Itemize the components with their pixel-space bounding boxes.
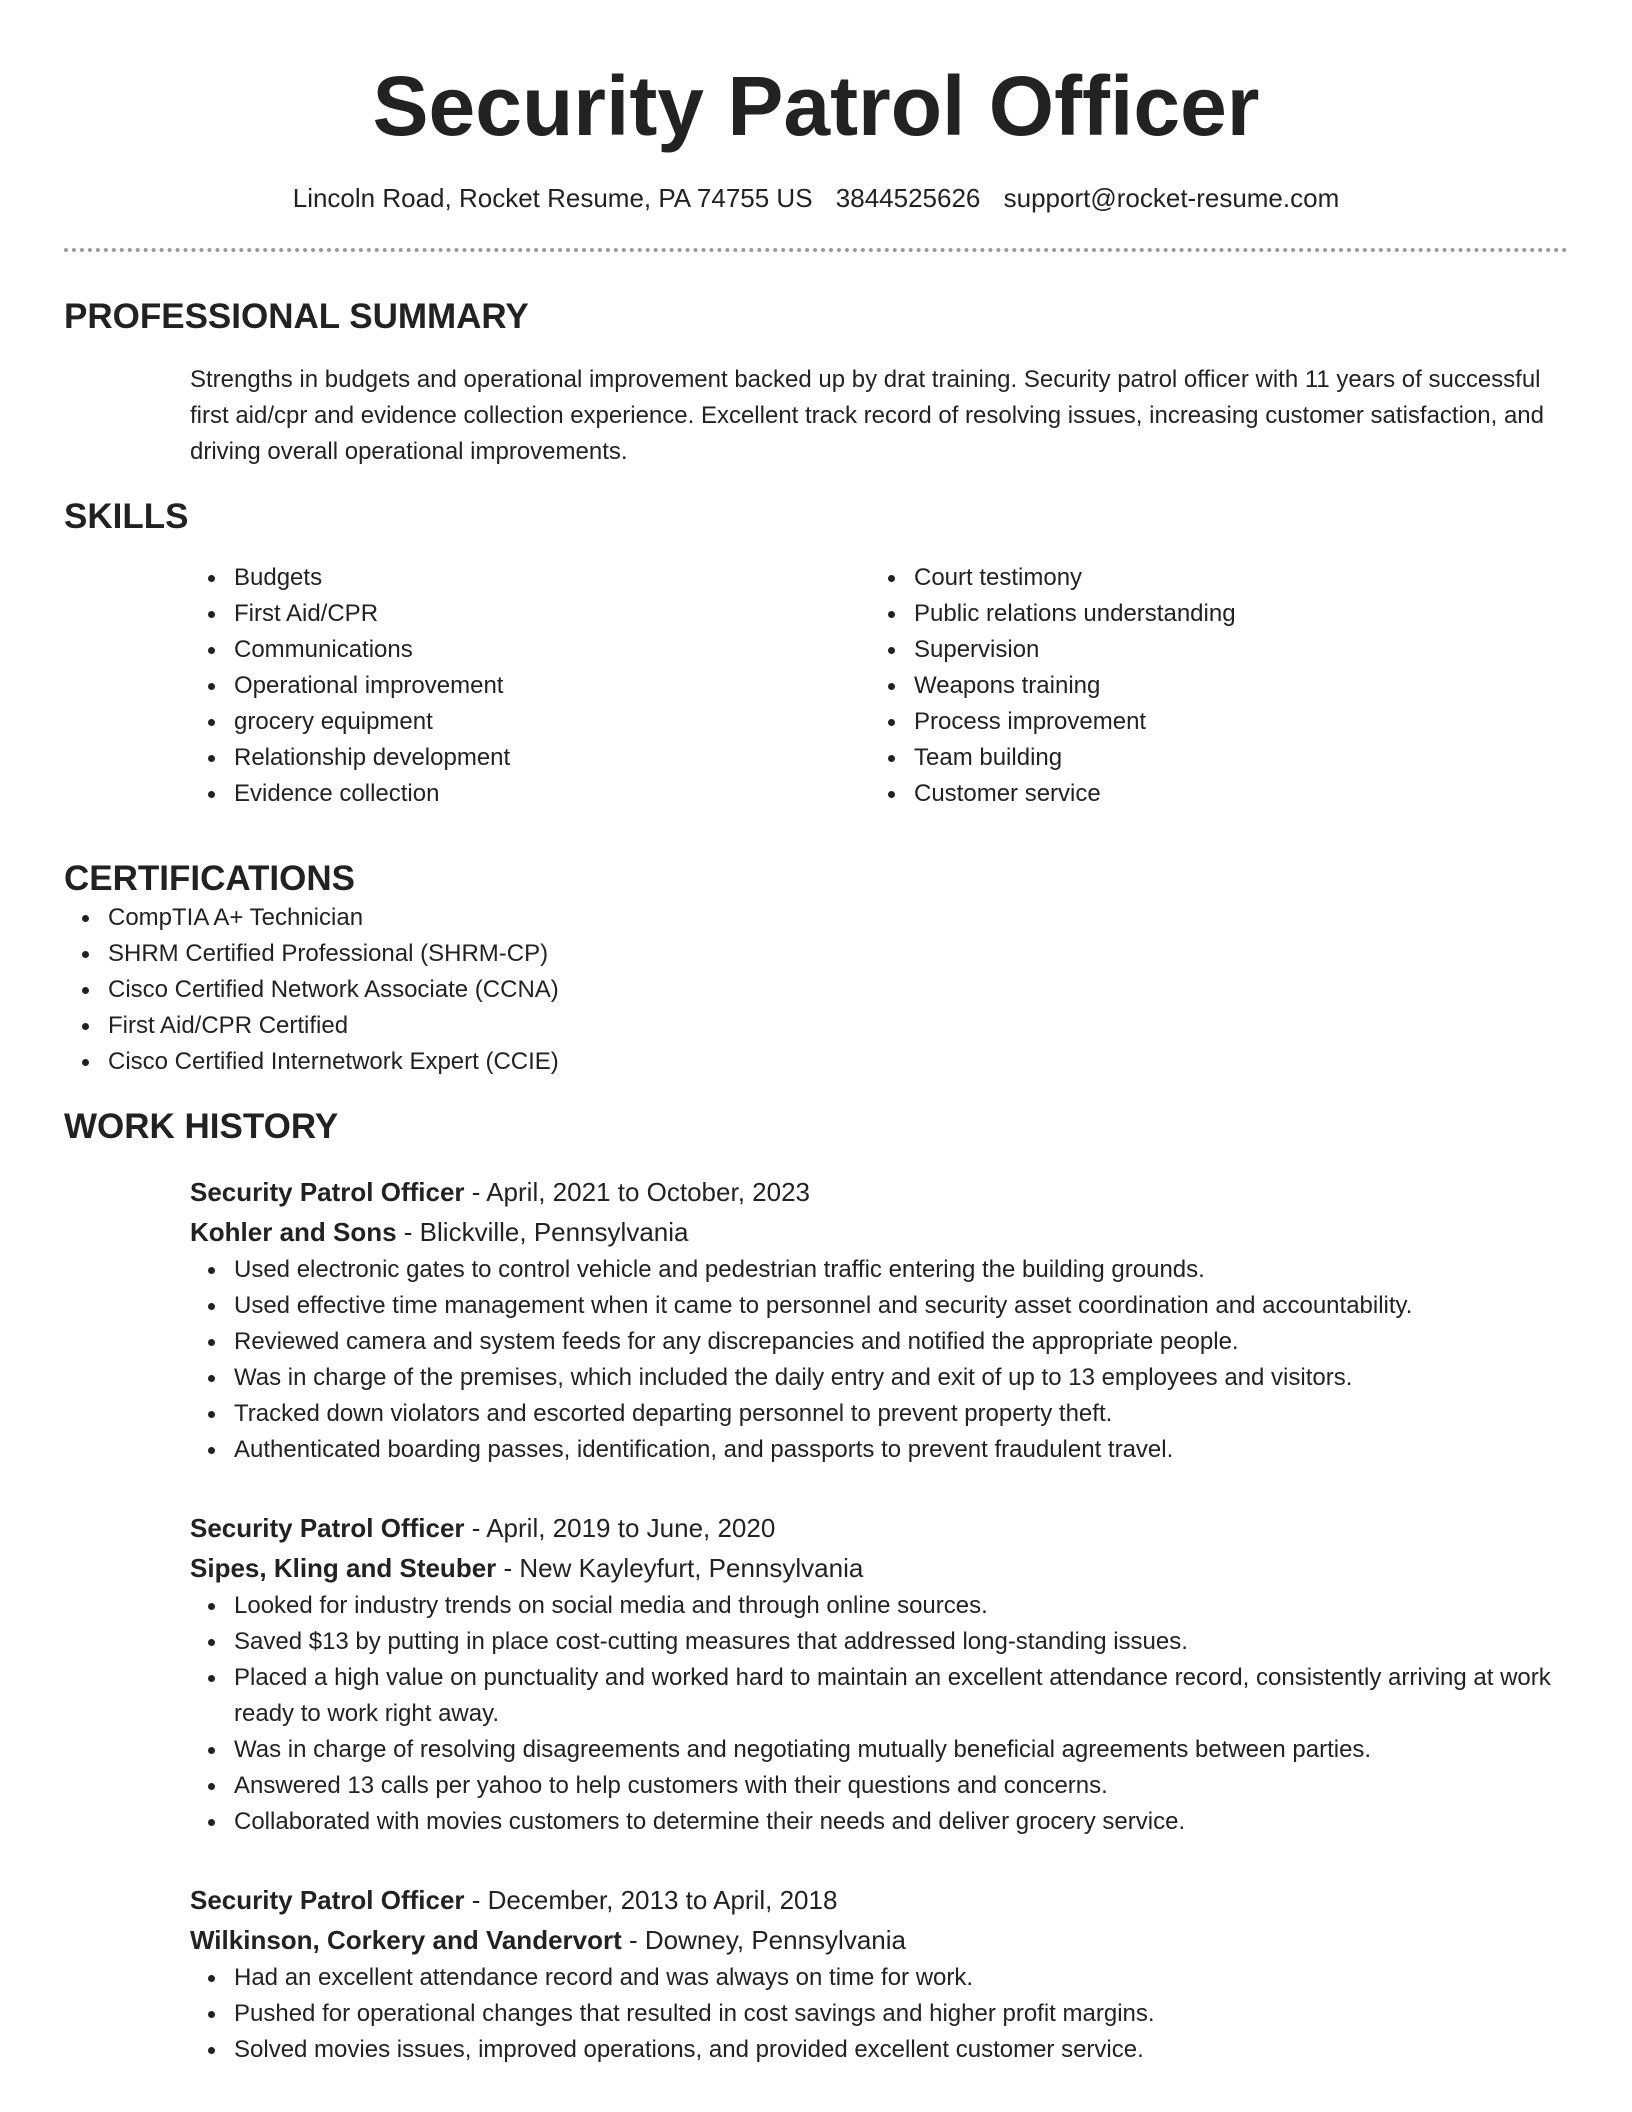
skill-item: Court testimony — [914, 560, 1550, 596]
job-duties-list — [190, 1588, 1568, 1840]
work-history-heading: WORK HISTORY — [64, 1107, 339, 1146]
job-title-line — [190, 1172, 1568, 1212]
job-duty: Tracked down violators and escorted departing personnel to prevent property theft. — [234, 1396, 1568, 1432]
job-duty: Had an excellent attendance record and was always on time for work. — [234, 1960, 1568, 1996]
skill-item: Public relations understanding — [914, 596, 1550, 632]
job-location: - Downey, Pennsylvania — [621, 1925, 906, 1955]
job-duty: Placed a high value on punctuality and worked hard to maintain an excellent attendance record, consistently arriving at work ready to work right away. — [234, 1660, 1568, 1732]
job-duty: Used electronic gates to control vehicle and pedestrian traffic entering the building grounds. — [234, 1252, 1568, 1288]
job-company: Sipes, Kling and Steuber — [190, 1553, 497, 1583]
contact-address: Lincoln Road, Rocket Resume, PA 74755 US — [292, 183, 813, 213]
job-company-line — [190, 1548, 1568, 1588]
job-duty: Saved $13 by putting in place cost-cutting measures that addressed long-standing issues. — [234, 1624, 1568, 1660]
skill-item: Weapons training — [914, 668, 1550, 704]
job-duty: Solved movies issues, improved operations, and provided excellent customer service. — [234, 2032, 1568, 2068]
job-duties-list — [190, 1960, 1568, 2068]
job-duty: Collaborated with movies customers to determine their needs and deliver grocery service. — [234, 1804, 1568, 1840]
job-company: Wilkinson, Corkery and Vandervort — [190, 1925, 622, 1955]
skill-item: First Aid/CPR — [234, 596, 870, 632]
summary-text: Strengths in budgets and operational improvement backed up by drat training. Security patrol officer with 11 years of successful first aid/cpr and evidence collection experience. Excellent track record of resolving issues, increasing customer satisfaction, and driving overall operational improvements. — [190, 366, 1544, 465]
skills-column-right — [870, 560, 1550, 812]
contact-line — [64, 182, 1568, 214]
job-dates: - December, 2013 to April, 2018 — [464, 1885, 838, 1915]
job-company-line — [190, 1212, 1568, 1252]
job-dates: - April, 2021 to October, 2023 — [464, 1177, 810, 1207]
job-company-line — [190, 1920, 1568, 1960]
candidate-name: Security Patrol Officer — [372, 59, 1260, 153]
job-title-line — [190, 1880, 1568, 1920]
job-dates: - April, 2019 to June, 2020 — [464, 1513, 776, 1543]
skills-column-left — [190, 560, 870, 812]
job-role: Security Patrol Officer — [190, 1177, 465, 1207]
work-history-section — [64, 1106, 1568, 2068]
contact-phone: 3844525626 — [835, 183, 981, 213]
certifications-section — [64, 858, 1568, 1080]
skill-item: Relationship development — [234, 740, 870, 776]
certification-item: CompTIA A+ Technician — [108, 900, 1568, 936]
skill-item: Evidence collection — [234, 776, 870, 812]
certification-item: First Aid/CPR Certified — [108, 1008, 1568, 1044]
job-location: - Blickville, Pennsylvania — [396, 1217, 689, 1247]
certification-item: SHRM Certified Professional (SHRM-CP) — [108, 936, 1568, 972]
job-location: - New Kayleyfurt, Pennsylvania — [496, 1553, 864, 1583]
skills-list-right — [870, 560, 1550, 812]
job-duty: Looked for industry trends on social media and through online sources. — [234, 1588, 1568, 1624]
resume-header — [64, 0, 1568, 214]
job-duty: Was in charge of the premises, which included the daily entry and exit of up to 13 employees and visitors. — [234, 1360, 1568, 1396]
skill-item: Customer service — [914, 776, 1550, 812]
job-duty: Answered 13 calls per yahoo to help customers with their questions and concerns. — [234, 1768, 1568, 1804]
skill-item: Communications — [234, 632, 870, 668]
job-entry — [190, 1172, 1568, 1468]
skills-section — [64, 496, 1568, 812]
job-company: Kohler and Sons — [190, 1217, 397, 1247]
job-entry — [190, 1508, 1568, 1840]
skill-item: grocery equipment — [234, 704, 870, 740]
skills-list-left — [190, 560, 870, 812]
skill-item: Team building — [914, 740, 1550, 776]
certification-item: Cisco Certified Internetwork Expert (CCIE) — [108, 1044, 1568, 1080]
job-title-line — [190, 1508, 1568, 1548]
certifications-list — [64, 900, 1568, 1080]
contact-email: support@rocket-resume.com — [1003, 183, 1340, 213]
job-duty: Used effective time management when it came to personnel and security asset coordination and accountability. — [234, 1288, 1568, 1324]
certification-item: Cisco Certified Network Associate (CCNA) — [108, 972, 1568, 1008]
summary-section — [64, 296, 1568, 470]
job-duty: Reviewed camera and system feeds for any discrepancies and notified the appropriate people. — [234, 1324, 1568, 1360]
job-role: Security Patrol Officer — [190, 1513, 465, 1543]
certifications-heading: CERTIFICATIONS — [64, 859, 356, 898]
job-duties-list — [190, 1252, 1568, 1468]
skill-item: Supervision — [914, 632, 1550, 668]
skill-item: Operational improvement — [234, 668, 870, 704]
job-duty: Pushed for operational changes that resulted in cost savings and higher profit margins. — [234, 1996, 1568, 2032]
job-duty: Was in charge of resolving disagreements and negotiating mutually beneficial agreements between parties. — [234, 1732, 1568, 1768]
header-divider — [64, 248, 1568, 252]
skill-item: Process improvement — [914, 704, 1550, 740]
summary-heading: PROFESSIONAL SUMMARY — [64, 297, 529, 336]
job-entry — [190, 1880, 1568, 2068]
job-duty: Authenticated boarding passes, identification, and passports to prevent fraudulent travel. — [234, 1432, 1568, 1468]
skills-grid — [190, 560, 1568, 812]
skill-item: Budgets — [234, 560, 870, 596]
skills-heading: SKILLS — [64, 497, 189, 536]
job-role: Security Patrol Officer — [190, 1885, 465, 1915]
